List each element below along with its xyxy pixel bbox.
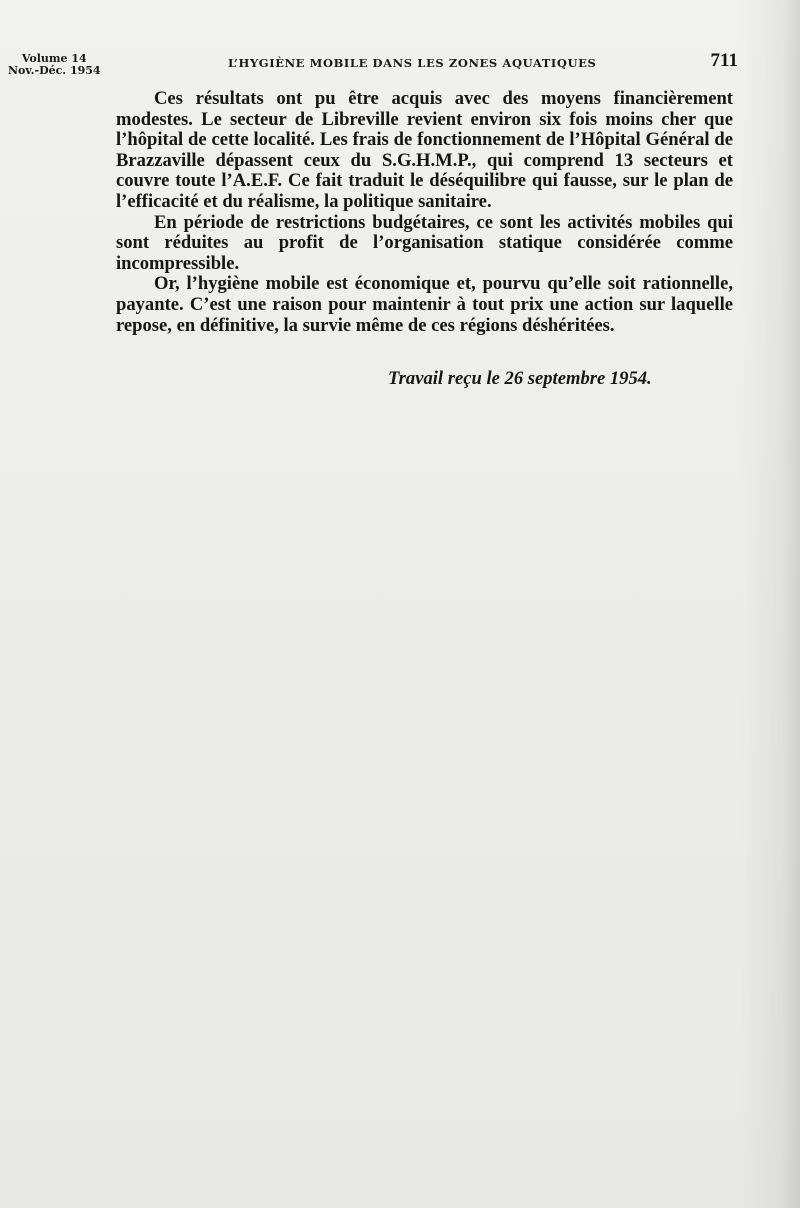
volume-label: Volume 14: [21, 52, 87, 65]
paragraph-2: En période de restrictions budgétaires, ce sont les activités mobiles qui sont réduites au profit de l’organisation statique considérée comme incompressible.: [116, 211, 733, 274]
paragraph-1: Ces résultats ont pu être acquis avec des moyens financièrement modestes. Le secteur de Libreville revient environ six fois moins cher que l’hôpital de cette localité. Les frais de fonctionnement de l’Hôpital Général de Brazzaville dépassent ceux du S.G.H.M.P., qui comprend 13 secteurs et couvre toute l’A.E.F. Ce fait traduit le déséquilibre qui fausse, sur le plan de l’efficacité et du réalisme, la politique sanitaire.: [116, 88, 733, 212]
page-edge-shadow: [740, 0, 800, 1208]
body-text: [116, 89, 733, 336]
page-header: [8, 50, 738, 82]
paragraph-3: Or, l’hygiène mobile est économique et, pourvu qu’elle soit rationnelle, payante. C’est une raison pour maintenir à tout prix une action sur laquelle repose, en définitive, la survie même de ces régions déshéritées.: [116, 273, 733, 336]
received-date-signature: Travail reçu le 26 septembre 1954.: [388, 368, 652, 389]
issue-date: Nov.-Déc. 1954: [8, 64, 101, 77]
running-title: L’HYGIÈNE MOBILE DANS LES ZONES AQUATIQUES: [228, 56, 597, 70]
page-number: 711: [710, 50, 738, 71]
volume-info: [8, 53, 101, 77]
